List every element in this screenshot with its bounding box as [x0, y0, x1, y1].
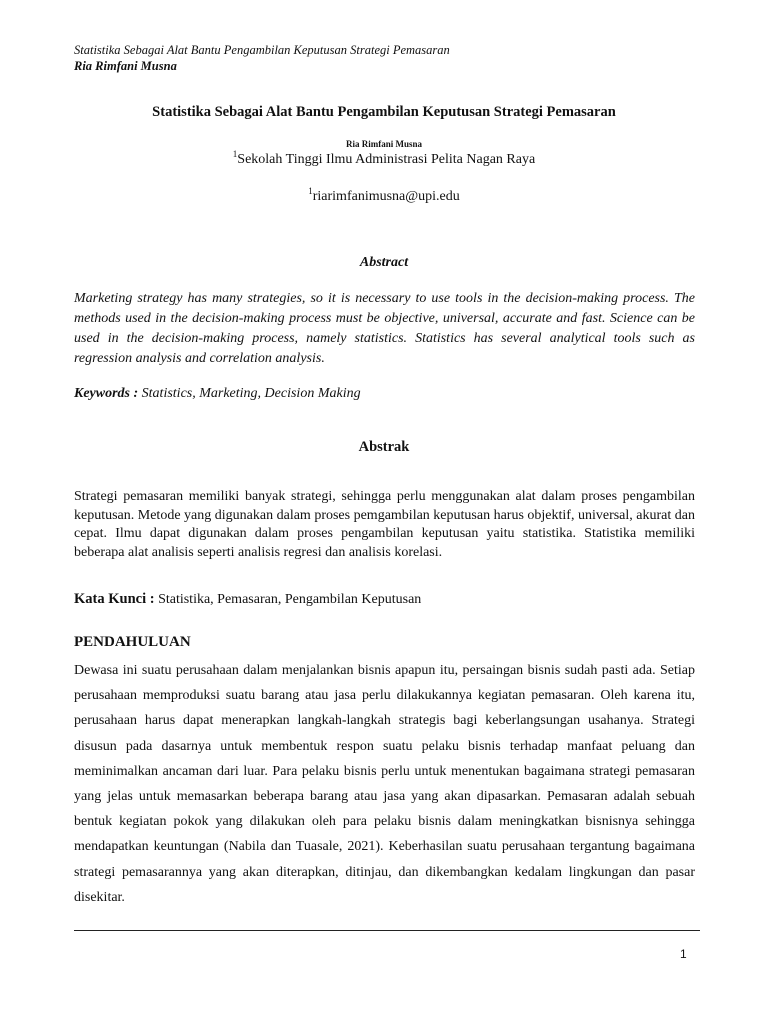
- abstract-heading: Abstract: [359, 255, 409, 270]
- email-text: riarimfanimusna@upi.edu: [312, 189, 460, 204]
- abstract-text: Marketing strategy has many strategies, so it is necessary to use tools in the decision-making process. The methods used in the decision-making process must be objective, universal, accurate and fast. Science can be used in the decision-making process, namely statistics. Statistics has several analytical tools such as regression analysis and correlation analysis.: [74, 291, 695, 366]
- kata-kunci-label: Kata Kunci :: [74, 591, 155, 607]
- running-header-author: Ria Rimfani Musna: [74, 59, 177, 73]
- paper-title: Statistika Sebagai Alat Bantu Pengambilan Keputusan Strategi Pemasaran: [152, 104, 616, 120]
- abstrak-text: Strategi pemasaran memiliki banyak strategi, sehingga perlu menggunakan alat dalam proses pengambilan keputusan. Metode yang digunakan dalam proses pemgambilan keputusan harus objektif, universal, akurat dan cepat. Ilmu dapat digunakan dalam proses pengambilan keputusan yaitu statistika. Statistika memiliki beberapa alat analisis seperti analisis regresi dan analisis korelasi.: [74, 489, 695, 560]
- paper-author: Ria Rimfani Musna: [345, 139, 422, 149]
- keywords-text: Statistics, Marketing, Decision Making: [138, 386, 361, 401]
- abstrak-heading: Abstrak: [358, 439, 410, 455]
- keywords: [74, 386, 695, 402]
- section-heading-pendahuluan: PENDAHULUAN: [74, 634, 191, 650]
- affiliation-text: Sekolah Tinggi Ilmu Administrasi Pelita Nagan Raya: [237, 152, 536, 167]
- paper-affiliation: [0, 149, 768, 168]
- keywords-label: Keywords :: [74, 386, 139, 401]
- affiliation-superscript: 1: [232, 149, 238, 159]
- running-header: [74, 42, 704, 74]
- kata-kunci-text: Statistika, Pemasaran, Pengambilan Keputusan: [154, 592, 422, 607]
- footer-divider: [74, 930, 700, 931]
- kata-kunci: [74, 591, 695, 608]
- running-header-title: Statistika Sebagai Alat Bantu Pengambilan Keputusan Strategi Pemasaran: [74, 43, 450, 57]
- email-superscript: 1: [308, 186, 313, 196]
- page-number: 1: [680, 947, 687, 961]
- paper-email: [0, 186, 768, 205]
- introduction-paragraph: Dewasa ini suatu perusahaan dalam menjalankan bisnis apapun itu, persaingan bisnis sudah pasti ada. Setiap perusahaan memproduksi suatu barang atau jasa perlu dilakukannya kegiatan pemasaran. Oleh karena itu, perusahaan harus dapat menerapkan langkah-langkah strategis bagi keberlangsungan usahanya. Strategi disusun pada dasarnya untuk membentuk respon suatu pelaku bisnis terhadap manfaat peluang dan meminimalkan ancaman dari luar. Para pelaku bisnis perlu untuk menentukan bagaimana strategi pemasaran yang jelas untuk memasarkan beberapa barang atau jasa yang akan dipasarkan. Pemasaran adalah sebuah bentuk kegiatan pokok yang dilakukan oleh para pelaku bisnis dalam meningkatkan bisnisnya sehingga mendapatkan keuntungan (Nabila dan Tuasale, 2021). Keberhasilan suatu perusahaan tergantung bagaimana strategi pemasarannya yang akan diterapkan, ditinjau, dan dikembangkan kedalam lingkungan dan pasar disekitar.: [74, 663, 695, 905]
